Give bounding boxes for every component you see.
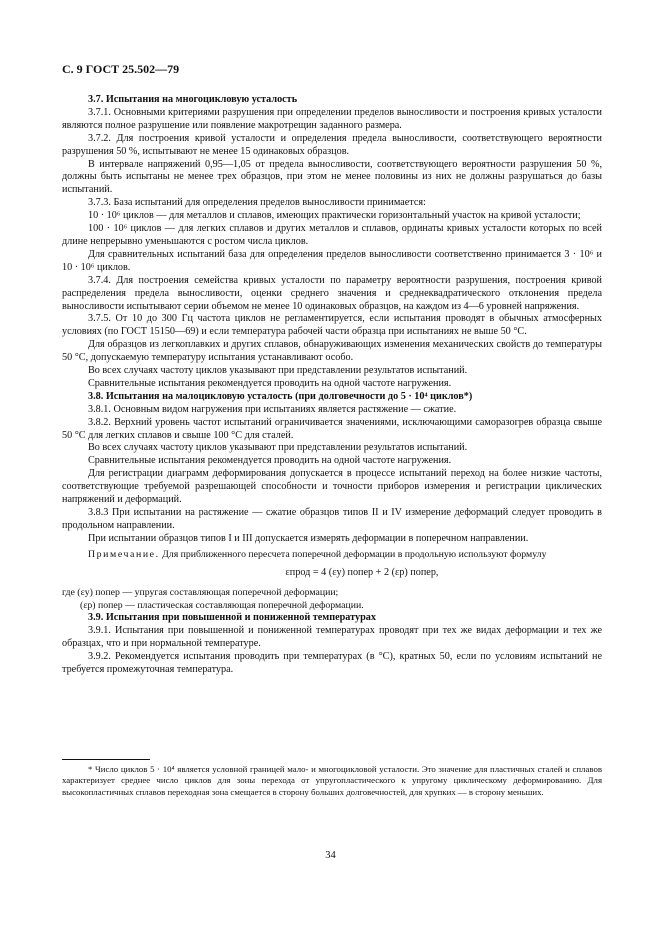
paragraph: 10 · 10⁶ циклов — для металлов и сплавов, имеющих практически горизонтальный участок на кривой усталости; bbox=[88, 210, 581, 222]
paragraph: 3.7.3. База испытаний для определения пределов выносливости принимается: bbox=[88, 197, 426, 209]
paragraph: Сравнительные испытания рекомендуется проводить на одной частоте нагружения. bbox=[88, 377, 452, 389]
note-label: Примечание. bbox=[88, 548, 160, 560]
note-paragraph bbox=[62, 549, 602, 562]
page-number: 34 bbox=[325, 850, 336, 861]
note-text: Для приближенного пересчета поперечной деформации в продольную используют формулу bbox=[159, 548, 547, 560]
paragraph: Для образцов из легкоплавких и других сплавов, обнаруживающих изменения механических свойств до температуры 50 °С, допускаемую температуру испытания устанавливают особо. bbox=[62, 339, 602, 364]
footnote-separator bbox=[62, 759, 150, 760]
footnote: * Число циклов 5 · 10⁴ является условной границей мало- и многоцикловой усталости. Это значение для пластичных сталей и сплавов характеризует среднее число циклов для зоны перехода от упругопластического к упругому циклическому деформированию. Для высокопластичных сплавов переходная зона смещается в сторону больших долговечностей, для хрупких — в сторону меньших. bbox=[62, 764, 602, 797]
definition-plastic: (εр) попер — пластическая составляющая поперечной деформации. bbox=[80, 600, 364, 612]
section-heading-3-9: 3.9. Испытания при повышенной и пониженной температурах bbox=[88, 612, 376, 624]
paragraph: 3.7.1. Основными критериями разрушения при определении пределов выносливости и построения кривых усталости являются полное разрушение или появление макротрещин заданного размера. bbox=[62, 106, 602, 131]
paragraph: Для регистрации диаграмм деформирования допускается в процессе испытаний переход на более низкие частоты, соответствующие требуемой разрешающей способности и точности приборов измерения и регистрации циклических напряжений и деформаций. bbox=[62, 468, 602, 506]
definition-elastic: где (εу) попер — упругая составляющая поперечной деформации; bbox=[62, 587, 339, 599]
paragraph: 100 · 10⁶ циклов — для легких сплавов и других металлов и сплавов, ординаты кривых усталости которых по всей длине непрерывно уменьшаются с ростом числа циклов. bbox=[62, 223, 602, 247]
paragraph: 3.8.3 При испытании на растяжение — сжатие образцов типов II и IV измерение деформаций следует проводить в продольном направлении. bbox=[62, 507, 602, 531]
formula: εпрод = 4 (εу) попер + 2 (εр) попер, bbox=[285, 567, 439, 579]
paragraph: При испытании образцов типов I и III допускается измерять деформации в поперечном направлении. bbox=[88, 532, 529, 544]
section-heading-3-8: 3.8. Испытания на малоцикловую усталость (при долговечности до 5 · 10⁴ циклов*) bbox=[88, 390, 473, 402]
formula-definitions bbox=[62, 586, 602, 612]
paragraph: Во всех случаях частоту циклов указывают при представлении результатов испытаний. bbox=[88, 365, 468, 377]
paragraph: 3.8.2. Верхний уровень частот испытаний ограничивается значениями, исключающими саморазогрев образца свыше 50 °С для легких сплавов и свыше 100 °С для сталей. bbox=[62, 416, 602, 441]
paragraph: Для сравнительных испытаний база для определения пределов выносливости соответственно принимается 3 · 10⁶ и 10 · 10⁶ циклов. bbox=[62, 248, 602, 273]
paragraph: Сравнительные испытания рекомендуется проводить на одной частоте нагружения. bbox=[88, 455, 452, 467]
paragraph: 3.7.4. Для построения семейства кривых усталости по параметру вероятности разрушения, построения кривой распределения предела выносливости, оценки среднего значения и среднеквадратического отклонения предела выносливости испытывают серии объемом не менее 10 одинаковых образцов, на каждом из 4—6 уровней напряжения. bbox=[62, 274, 602, 312]
paragraph: В интервале напряжений 0,95—1,05 от предела выносливости, соответствующего вероятности разрушения 50 %, должны быть испытаны не менее трех образцов, при этом не менее половины из них не должны разрушаться до базы испытаний. bbox=[62, 158, 602, 196]
paragraph: 3.7.2. Для построения кривой усталости и определения предела выносливости, соответствующего вероятности разрушения 50 %, испытывают не менее 15 одинаковых образцов. bbox=[62, 132, 602, 157]
paragraph: Во всех случаях частоту циклов указывают при представлении результатов испытаний. bbox=[88, 442, 468, 454]
paragraph: 3.7.5. От 10 до 300 Гц частота циклов не регламентируется, если испытания проводят в обычных атмосферных условиях (по ГОСТ 15150—69) и если температура рабочей части образца при испытаниях не выше 50 °С. bbox=[62, 313, 602, 338]
paragraph: 3.9.2. Рекомендуется испытания проводить при температурах (в °С), кратных 50, если по условиям испытаний не требуется промежуточная температура. bbox=[62, 650, 602, 675]
paragraph: 3.8.1. Основным видом нагружения при испытаниях является растяжение — сжатие. bbox=[88, 403, 457, 415]
paragraph: 3.9.1. Испытания при повышенной и пониженной температурах проводят при тех же видах деформации и тех же образцах, что и при нормальной температуре. bbox=[62, 625, 602, 650]
section-heading-3-7: 3.7. Испытания на многоцикловую усталость bbox=[88, 94, 298, 105]
main-text bbox=[62, 94, 602, 677]
page-header: С. 9 ГОСТ 25.502—79 bbox=[62, 62, 180, 76]
